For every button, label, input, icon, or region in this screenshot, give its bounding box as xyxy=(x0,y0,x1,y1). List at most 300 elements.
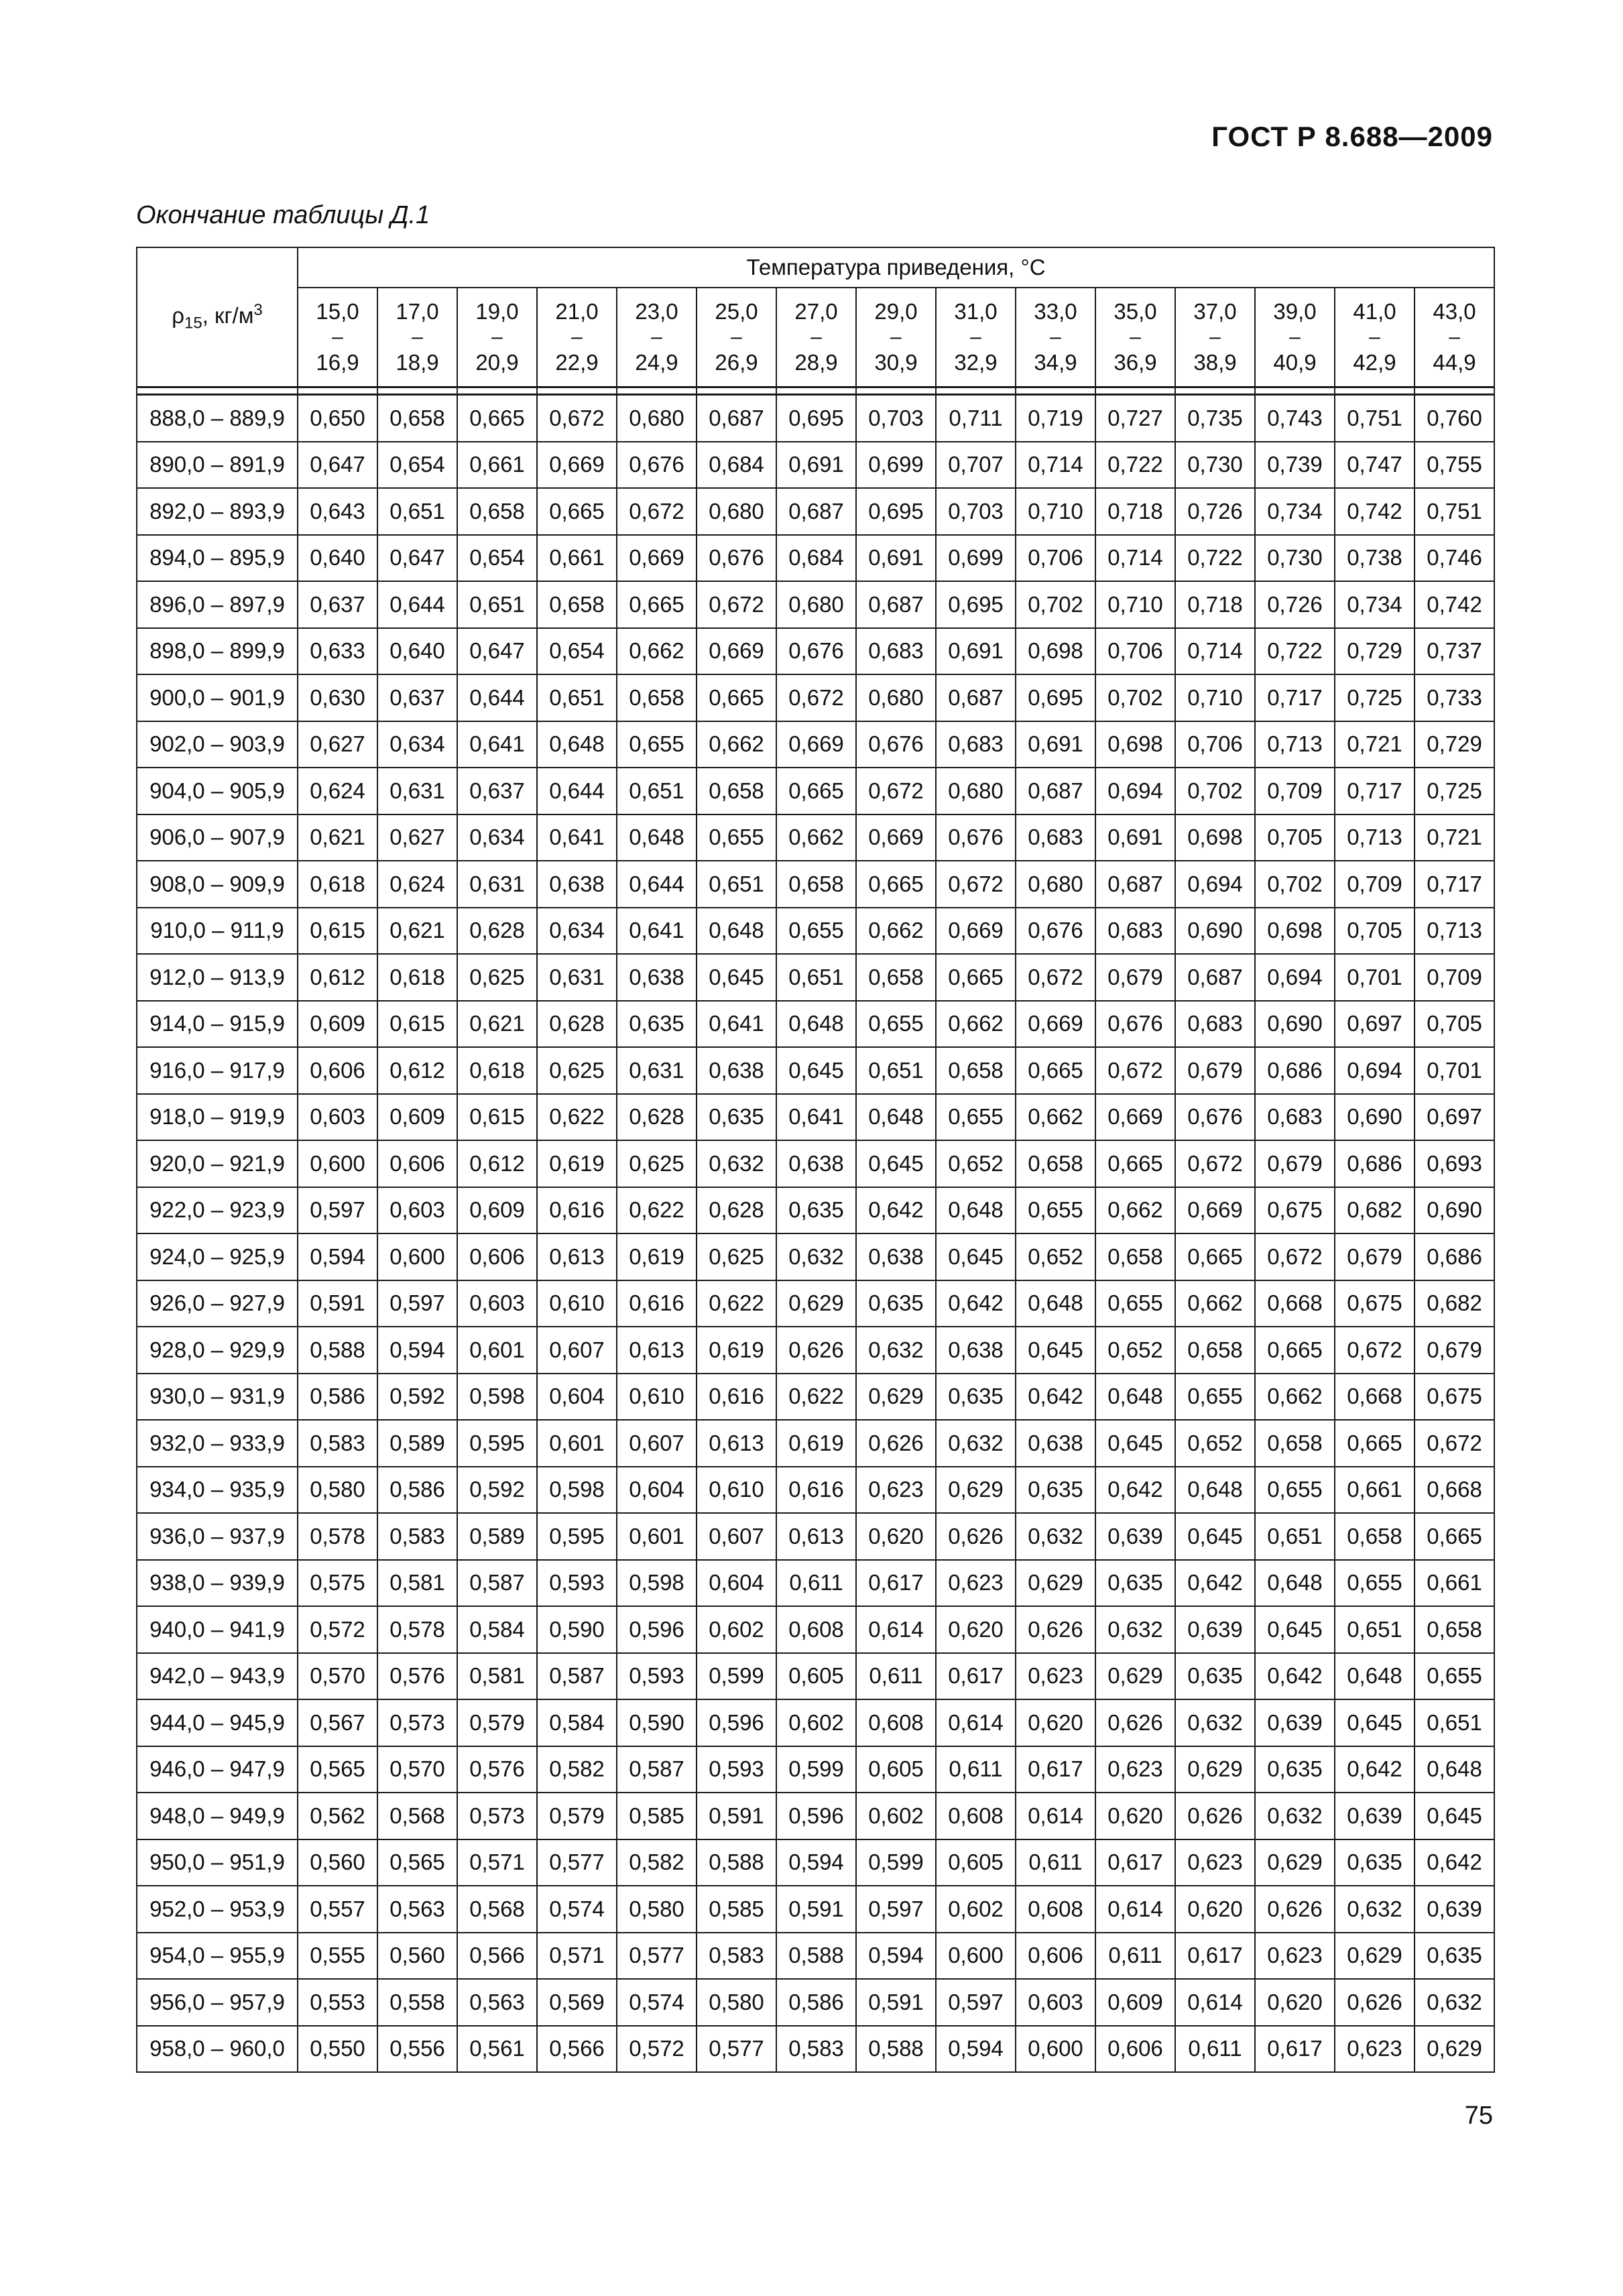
temperature-range-dash: – xyxy=(491,326,503,348)
value-cell: 0,695 xyxy=(856,488,936,535)
density-range-cell: 896,0 – 897,9 xyxy=(137,581,298,628)
value-cell: 0,581 xyxy=(377,1560,457,1607)
table-row xyxy=(137,1420,1494,1467)
value-cell: 0,573 xyxy=(377,1699,457,1746)
value-cell: 0,609 xyxy=(1095,1979,1175,2026)
value-cell: 0,641 xyxy=(457,721,537,768)
value-cell: 0,574 xyxy=(537,1886,617,1933)
value-cell: 0,729 xyxy=(1415,721,1494,768)
value-cell: 0,672 xyxy=(1095,1047,1175,1094)
value-cell: 0,672 xyxy=(1415,1420,1494,1467)
value-cell: 0,672 xyxy=(1255,1233,1335,1280)
value-cell: 0,597 xyxy=(856,1886,936,1933)
value-cell: 0,711 xyxy=(936,395,1016,442)
temperature-range-from: 25,0 xyxy=(715,299,758,324)
value-cell: 0,621 xyxy=(457,1001,537,1048)
value-cell: 0,599 xyxy=(697,1653,776,1700)
value-cell: 0,684 xyxy=(697,442,776,489)
value-cell: 0,755 xyxy=(1415,442,1494,489)
value-cell: 0,617 xyxy=(1175,1933,1255,1980)
value-cell: 0,647 xyxy=(298,442,377,489)
value-cell: 0,569 xyxy=(537,1979,617,2026)
value-cell: 0,669 xyxy=(856,814,936,861)
value-cell: 0,603 xyxy=(1016,1979,1095,2026)
value-cell: 0,609 xyxy=(457,1187,537,1234)
value-cell: 0,606 xyxy=(298,1047,377,1094)
value-cell: 0,687 xyxy=(936,674,1016,721)
value-cell: 0,665 xyxy=(537,488,617,535)
value-cell: 0,626 xyxy=(1016,1606,1095,1653)
value-cell: 0,632 xyxy=(1175,1699,1255,1746)
value-cell: 0,615 xyxy=(298,908,377,955)
header-separator-cell xyxy=(137,387,298,395)
value-cell: 0,608 xyxy=(776,1606,856,1653)
value-cell: 0,615 xyxy=(457,1094,537,1141)
value-cell: 0,608 xyxy=(856,1699,936,1746)
value-cell: 0,742 xyxy=(1335,488,1415,535)
value-cell: 0,585 xyxy=(617,1793,697,1839)
value-cell: 0,623 xyxy=(1016,1653,1095,1700)
value-cell: 0,639 xyxy=(1255,1699,1335,1746)
value-cell: 0,565 xyxy=(298,1746,377,1793)
value-cell: 0,652 xyxy=(1175,1420,1255,1467)
value-cell: 0,669 xyxy=(1016,1001,1095,1048)
value-cell: 0,725 xyxy=(1335,674,1415,721)
temperature-range-from: 15,0 xyxy=(316,299,359,324)
value-cell: 0,665 xyxy=(936,954,1016,1001)
value-cell: 0,573 xyxy=(457,1793,537,1839)
table-row xyxy=(137,861,1494,908)
value-cell: 0,560 xyxy=(377,1933,457,1980)
value-cell: 0,560 xyxy=(298,1839,377,1886)
value-cell: 0,622 xyxy=(697,1280,776,1327)
value-cell: 0,611 xyxy=(1095,1933,1175,1980)
temperature-range-to: 38,9 xyxy=(1193,350,1237,375)
density-unit: , кг/м xyxy=(202,302,254,328)
value-cell: 0,739 xyxy=(1255,442,1335,489)
value-cell: 0,645 xyxy=(1415,1793,1494,1839)
value-cell: 0,638 xyxy=(697,1047,776,1094)
value-cell: 0,638 xyxy=(537,861,617,908)
value-cell: 0,683 xyxy=(856,628,936,675)
value-cell: 0,620 xyxy=(1095,1793,1175,1839)
value-cell: 0,648 xyxy=(856,1094,936,1141)
value-cell: 0,633 xyxy=(298,628,377,675)
value-cell: 0,593 xyxy=(617,1653,697,1700)
value-cell: 0,632 xyxy=(856,1327,936,1374)
value-cell: 0,590 xyxy=(617,1699,697,1746)
density-range-cell: 898,0 – 899,9 xyxy=(137,628,298,675)
value-cell: 0,635 xyxy=(1335,1839,1415,1886)
value-cell: 0,672 xyxy=(856,768,936,814)
value-cell: 0,699 xyxy=(856,442,936,489)
temperature-range-dash: – xyxy=(1130,326,1141,348)
temperature-range-dash: – xyxy=(731,326,742,348)
value-cell: 0,620 xyxy=(1175,1886,1255,1933)
value-cell: 0,629 xyxy=(776,1280,856,1327)
value-cell: 0,588 xyxy=(298,1327,377,1374)
table-caption: Окончание таблицы Д.1 xyxy=(136,201,430,229)
value-cell: 0,587 xyxy=(537,1653,617,1700)
value-cell: 0,705 xyxy=(1415,1001,1494,1048)
value-cell: 0,614 xyxy=(1016,1793,1095,1839)
value-cell: 0,661 xyxy=(1415,1560,1494,1607)
header-separator-cell xyxy=(457,387,537,395)
value-cell: 0,618 xyxy=(298,861,377,908)
density-range-cell: 918,0 – 919,9 xyxy=(137,1094,298,1141)
value-cell: 0,638 xyxy=(776,1140,856,1187)
value-cell: 0,593 xyxy=(697,1746,776,1793)
value-cell: 0,623 xyxy=(856,1467,936,1514)
value-cell: 0,669 xyxy=(697,628,776,675)
value-cell: 0,613 xyxy=(537,1233,617,1280)
table-row xyxy=(137,535,1494,582)
value-cell: 0,626 xyxy=(1335,1979,1415,2026)
value-cell: 0,583 xyxy=(697,1933,776,1980)
value-cell: 0,616 xyxy=(537,1187,617,1234)
value-cell: 0,722 xyxy=(1255,628,1335,675)
value-cell: 0,658 xyxy=(617,674,697,721)
value-cell: 0,610 xyxy=(537,1280,617,1327)
value-cell: 0,629 xyxy=(1255,1839,1335,1886)
value-cell: 0,641 xyxy=(537,814,617,861)
value-cell: 0,703 xyxy=(856,395,936,442)
value-cell: 0,641 xyxy=(776,1094,856,1141)
value-cell: 0,565 xyxy=(377,1839,457,1886)
value-cell: 0,608 xyxy=(936,1793,1016,1839)
density-range-cell: 892,0 – 893,9 xyxy=(137,488,298,535)
value-cell: 0,655 xyxy=(1095,1280,1175,1327)
value-cell: 0,644 xyxy=(457,674,537,721)
table-row xyxy=(137,768,1494,814)
value-cell: 0,665 xyxy=(1255,1327,1335,1374)
density-subscript: 15 xyxy=(184,314,202,333)
document-code: ГОСТ Р 8.688—2009 xyxy=(1211,121,1493,152)
value-cell: 0,730 xyxy=(1255,535,1335,582)
value-cell: 0,654 xyxy=(457,535,537,582)
value-cell: 0,698 xyxy=(1255,908,1335,955)
header-separator-cell xyxy=(537,387,617,395)
table-row xyxy=(137,1140,1494,1187)
value-cell: 0,598 xyxy=(617,1560,697,1607)
value-cell: 0,645 xyxy=(1335,1699,1415,1746)
value-cell: 0,642 xyxy=(856,1187,936,1234)
value-cell: 0,683 xyxy=(1095,908,1175,955)
value-cell: 0,698 xyxy=(1175,814,1255,861)
value-cell: 0,706 xyxy=(1175,721,1255,768)
value-cell: 0,580 xyxy=(617,1886,697,1933)
value-cell: 0,709 xyxy=(1335,861,1415,908)
value-cell: 0,603 xyxy=(457,1280,537,1327)
value-cell: 0,605 xyxy=(936,1839,1016,1886)
table-row xyxy=(137,1746,1494,1793)
value-cell: 0,662 xyxy=(1175,1280,1255,1327)
density-range-cell: 908,0 – 909,9 xyxy=(137,861,298,908)
temperature-range-dash: – xyxy=(810,326,822,348)
value-cell: 0,588 xyxy=(776,1933,856,1980)
value-cell: 0,655 xyxy=(856,1001,936,1048)
value-cell: 0,635 xyxy=(1415,1933,1494,1980)
header-separator-cell xyxy=(298,387,377,395)
table-row xyxy=(137,1280,1494,1327)
value-cell: 0,662 xyxy=(776,814,856,861)
value-cell: 0,695 xyxy=(776,395,856,442)
value-cell: 0,626 xyxy=(936,1513,1016,1560)
value-cell: 0,614 xyxy=(1175,1979,1255,2026)
value-cell: 0,619 xyxy=(697,1327,776,1374)
value-cell: 0,676 xyxy=(697,535,776,582)
temperature-range-to: 36,9 xyxy=(1114,350,1157,375)
value-cell: 0,617 xyxy=(1095,1839,1175,1886)
table-row xyxy=(137,1886,1494,1933)
value-cell: 0,662 xyxy=(617,628,697,675)
header-separator-cell xyxy=(377,387,457,395)
table-row xyxy=(137,908,1494,955)
temperature-range-header xyxy=(1335,288,1415,387)
value-cell: 0,626 xyxy=(1095,1699,1175,1746)
value-cell: 0,698 xyxy=(1095,721,1175,768)
value-cell: 0,620 xyxy=(1016,1699,1095,1746)
value-cell: 0,571 xyxy=(537,1933,617,1980)
table-row xyxy=(137,1513,1494,1560)
value-cell: 0,570 xyxy=(377,1746,457,1793)
value-cell: 0,729 xyxy=(1335,628,1415,675)
value-cell: 0,672 xyxy=(617,488,697,535)
value-cell: 0,661 xyxy=(537,535,617,582)
value-cell: 0,588 xyxy=(697,1839,776,1886)
value-cell: 0,553 xyxy=(298,1979,377,2026)
value-cell: 0,645 xyxy=(1016,1327,1095,1374)
value-cell: 0,658 xyxy=(1335,1513,1415,1560)
temperature-range-to: 22,9 xyxy=(555,350,599,375)
value-cell: 0,589 xyxy=(377,1420,457,1467)
value-cell: 0,600 xyxy=(936,1933,1016,1980)
value-cell: 0,684 xyxy=(776,535,856,582)
value-cell: 0,635 xyxy=(617,1001,697,1048)
value-cell: 0,586 xyxy=(298,1374,377,1421)
value-cell: 0,669 xyxy=(936,908,1016,955)
value-cell: 0,691 xyxy=(776,442,856,489)
value-cell: 0,679 xyxy=(1095,954,1175,1001)
correction-table xyxy=(136,247,1495,2073)
temperature-range-header xyxy=(537,288,617,387)
temperature-range-from: 37,0 xyxy=(1193,299,1237,324)
value-cell: 0,591 xyxy=(856,1979,936,2026)
value-cell: 0,672 xyxy=(1175,1140,1255,1187)
value-cell: 0,652 xyxy=(936,1140,1016,1187)
value-cell: 0,734 xyxy=(1335,581,1415,628)
temperature-range-from: 39,0 xyxy=(1273,299,1317,324)
value-cell: 0,662 xyxy=(936,1001,1016,1048)
value-cell: 0,645 xyxy=(1255,1606,1335,1653)
value-cell: 0,751 xyxy=(1335,395,1415,442)
value-cell: 0,675 xyxy=(1415,1374,1494,1421)
table-row xyxy=(137,628,1494,675)
value-cell: 0,676 xyxy=(1095,1001,1175,1048)
value-cell: 0,601 xyxy=(537,1420,617,1467)
value-cell: 0,635 xyxy=(856,1280,936,1327)
value-cell: 0,648 xyxy=(537,721,617,768)
density-range-cell: 922,0 – 923,9 xyxy=(137,1187,298,1234)
value-cell: 0,595 xyxy=(457,1420,537,1467)
value-cell: 0,726 xyxy=(1175,488,1255,535)
density-range-cell: 920,0 – 921,9 xyxy=(137,1140,298,1187)
value-cell: 0,695 xyxy=(936,581,1016,628)
value-cell: 0,632 xyxy=(1255,1793,1335,1839)
temperature-range-from: 33,0 xyxy=(1034,299,1077,324)
temperature-range-dash: – xyxy=(970,326,981,348)
value-cell: 0,613 xyxy=(697,1420,776,1467)
value-cell: 0,676 xyxy=(1175,1094,1255,1141)
value-cell: 0,627 xyxy=(377,814,457,861)
value-cell: 0,623 xyxy=(1255,1933,1335,1980)
value-cell: 0,612 xyxy=(457,1140,537,1187)
value-cell: 0,721 xyxy=(1415,814,1494,861)
value-cell: 0,718 xyxy=(1095,488,1175,535)
temperature-range-header xyxy=(776,288,856,387)
value-cell: 0,631 xyxy=(537,954,617,1001)
value-cell: 0,623 xyxy=(1095,1746,1175,1793)
value-cell: 0,588 xyxy=(856,2026,936,2073)
value-cell: 0,567 xyxy=(298,1699,377,1746)
value-cell: 0,658 xyxy=(1095,1233,1175,1280)
value-cell: 0,623 xyxy=(1335,2026,1415,2073)
value-cell: 0,632 xyxy=(1415,1979,1494,2026)
value-cell: 0,604 xyxy=(537,1374,617,1421)
value-cell: 0,610 xyxy=(697,1467,776,1514)
value-cell: 0,632 xyxy=(1095,1606,1175,1653)
value-cell: 0,697 xyxy=(1415,1094,1494,1141)
value-cell: 0,585 xyxy=(697,1886,776,1933)
value-cell: 0,661 xyxy=(1335,1467,1415,1514)
value-cell: 0,629 xyxy=(1175,1746,1255,1793)
density-column-header xyxy=(137,247,298,387)
table-row xyxy=(137,1187,1494,1234)
temperature-range-from: 41,0 xyxy=(1353,299,1396,324)
value-cell: 0,686 xyxy=(1255,1047,1335,1094)
temperature-range-from: 43,0 xyxy=(1433,299,1476,324)
value-cell: 0,579 xyxy=(537,1793,617,1839)
value-cell: 0,738 xyxy=(1335,535,1415,582)
value-cell: 0,665 xyxy=(1016,1047,1095,1094)
value-cell: 0,691 xyxy=(936,628,1016,675)
table-row xyxy=(137,1047,1494,1094)
density-range-cell: 906,0 – 907,9 xyxy=(137,814,298,861)
temperature-range-from: 29,0 xyxy=(874,299,918,324)
value-cell: 0,591 xyxy=(697,1793,776,1839)
temperature-range-to: 16,9 xyxy=(316,350,359,375)
density-range-cell: 934,0 – 935,9 xyxy=(137,1467,298,1514)
value-cell: 0,655 xyxy=(1335,1560,1415,1607)
value-cell: 0,662 xyxy=(1255,1374,1335,1421)
value-cell: 0,577 xyxy=(617,1933,697,1980)
value-cell: 0,598 xyxy=(537,1467,617,1514)
value-cell: 0,644 xyxy=(617,861,697,908)
value-cell: 0,639 xyxy=(1175,1606,1255,1653)
value-cell: 0,641 xyxy=(697,1001,776,1048)
value-cell: 0,676 xyxy=(1016,908,1095,955)
value-cell: 0,658 xyxy=(377,395,457,442)
density-range-cell: 954,0 – 955,9 xyxy=(137,1933,298,1980)
value-cell: 0,737 xyxy=(1415,628,1494,675)
value-cell: 0,619 xyxy=(537,1140,617,1187)
value-cell: 0,629 xyxy=(1415,2026,1494,2073)
value-cell: 0,672 xyxy=(1335,1327,1415,1374)
value-cell: 0,634 xyxy=(457,814,537,861)
value-cell: 0,717 xyxy=(1415,861,1494,908)
table-row xyxy=(137,954,1494,1001)
temperature-range-from: 19,0 xyxy=(475,299,519,324)
value-cell: 0,631 xyxy=(457,861,537,908)
density-range-cell: 946,0 – 947,9 xyxy=(137,1746,298,1793)
value-cell: 0,595 xyxy=(537,1513,617,1560)
value-cell: 0,624 xyxy=(298,768,377,814)
density-symbol: ρ xyxy=(172,302,185,328)
value-cell: 0,693 xyxy=(1415,1140,1494,1187)
value-cell: 0,686 xyxy=(1415,1233,1494,1280)
value-cell: 0,602 xyxy=(856,1793,936,1839)
value-cell: 0,611 xyxy=(856,1653,936,1700)
value-cell: 0,611 xyxy=(776,1560,856,1607)
value-cell: 0,596 xyxy=(776,1793,856,1839)
value-cell: 0,645 xyxy=(776,1047,856,1094)
value-cell: 0,641 xyxy=(617,908,697,955)
temperature-range-from: 27,0 xyxy=(794,299,838,324)
temperature-range-dash: – xyxy=(1369,326,1380,348)
density-range-cell: 948,0 – 949,9 xyxy=(137,1793,298,1839)
value-cell: 0,623 xyxy=(936,1560,1016,1607)
value-cell: 0,582 xyxy=(537,1746,617,1793)
value-cell: 0,626 xyxy=(1175,1793,1255,1839)
table-row xyxy=(137,1233,1494,1280)
value-cell: 0,747 xyxy=(1335,442,1415,489)
value-cell: 0,669 xyxy=(617,535,697,582)
value-cell: 0,713 xyxy=(1335,814,1415,861)
value-cell: 0,606 xyxy=(457,1233,537,1280)
value-cell: 0,655 xyxy=(697,814,776,861)
temperature-range-dash: – xyxy=(1289,326,1301,348)
temperature-range-to: 20,9 xyxy=(475,350,519,375)
value-cell: 0,645 xyxy=(856,1140,936,1187)
value-cell: 0,626 xyxy=(1255,1886,1335,1933)
value-cell: 0,655 xyxy=(776,908,856,955)
value-cell: 0,607 xyxy=(537,1327,617,1374)
value-cell: 0,705 xyxy=(1335,908,1415,955)
value-cell: 0,623 xyxy=(1175,1839,1255,1886)
value-cell: 0,579 xyxy=(457,1699,537,1746)
value-cell: 0,602 xyxy=(697,1606,776,1653)
value-cell: 0,632 xyxy=(936,1420,1016,1467)
value-cell: 0,622 xyxy=(617,1187,697,1234)
value-cell: 0,727 xyxy=(1095,395,1175,442)
header-separator-cell xyxy=(617,387,697,395)
temperature-range-header xyxy=(1415,288,1494,387)
density-range-cell: 894,0 – 895,9 xyxy=(137,535,298,582)
temperature-range-header xyxy=(1095,288,1175,387)
header-separator-cell xyxy=(936,387,1016,395)
value-cell: 0,576 xyxy=(377,1653,457,1700)
value-cell: 0,652 xyxy=(1095,1327,1175,1374)
value-cell: 0,637 xyxy=(377,674,457,721)
value-cell: 0,624 xyxy=(377,861,457,908)
value-cell: 0,648 xyxy=(1175,1467,1255,1514)
value-cell: 0,644 xyxy=(377,581,457,628)
temperature-range-from: 23,0 xyxy=(635,299,678,324)
density-range-cell: 932,0 – 933,9 xyxy=(137,1420,298,1467)
value-cell: 0,713 xyxy=(1255,721,1335,768)
value-cell: 0,676 xyxy=(617,442,697,489)
value-cell: 0,746 xyxy=(1415,535,1494,582)
